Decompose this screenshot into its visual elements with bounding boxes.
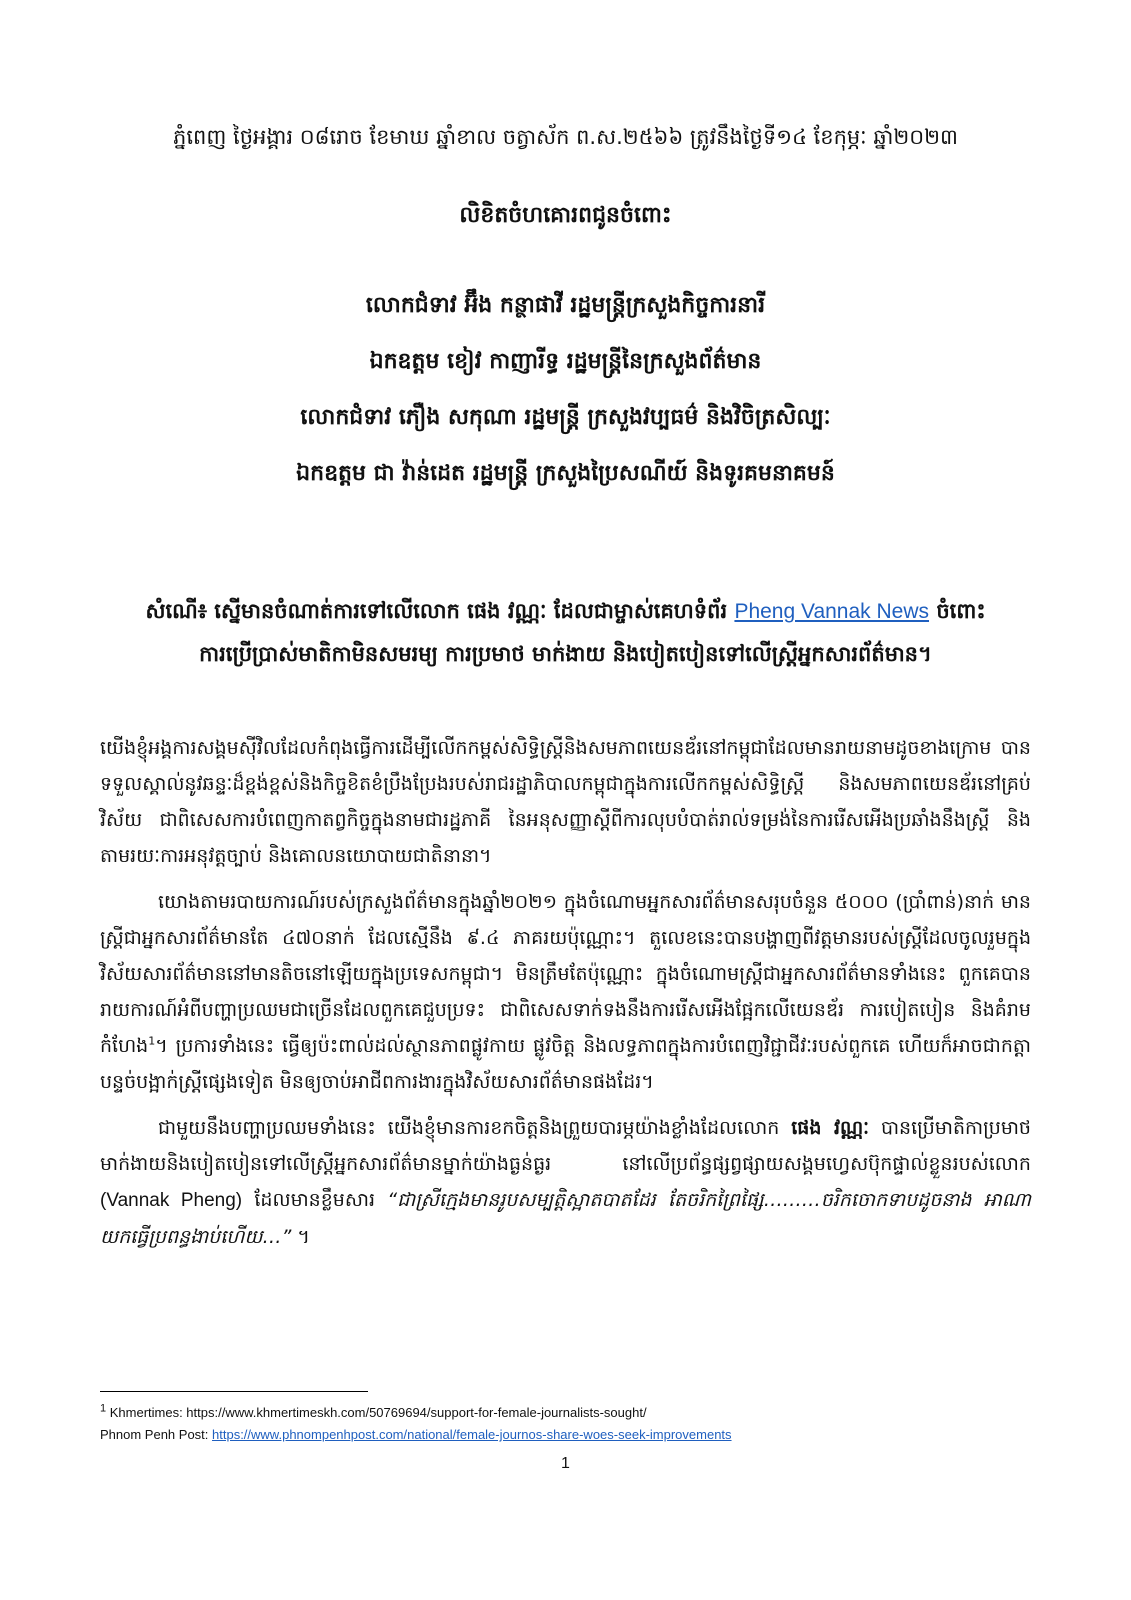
paragraph-3-text-c: ដែលមានខ្លឹមសារ: [242, 1189, 388, 1211]
footnote-2: [100, 1424, 1031, 1446]
footnote-1-mark: 1: [100, 1402, 107, 1415]
subject-prefix: សំណើ៖ ស្នើមានចំណាត់ការទៅលើលោក ផេង វណ្ណៈ ដែលជាម្ចាស់គេហទំព័រ: [145, 599, 735, 623]
paragraph-3: [100, 1110, 1031, 1255]
pheng-vannak-news-link[interactable]: Pheng Vannak News: [734, 600, 930, 623]
subject-line-2: ការប្រើប្រាស់មាតិកាមិនសមរម្យ ការប្រមាថ មាក់ងាយ និងបៀតបៀនទៅលើស្ត្រីអ្នកសារព័ត៌មាន។: [199, 642, 932, 666]
footnote-separator: [100, 1391, 368, 1392]
footnote-1-text: Khmertimes: https://www.khmertimeskh.com/50769694/support-for-female-journalists-sought/: [106, 1405, 647, 1420]
paragraph-1: យើងខ្ញុំអង្គការសង្គមស៊ីវិលដែលកំពុងធ្វើការដើម្បីលើកកម្ពស់សិទ្ធិស្ត្រីនិងសមភាពយេនឌ័រនៅកម្ពុជាដែលមានរាយនាមដូចខាងក្រោម បានទទួលស្គាល់នូវឆន្ទៈដ៏ខ្ពង់ខ្ពស់និងកិច្ចខិតខំប្រឹងប្រែងរបស់រាជរដ្ឋាភិបាលកម្ពុជាក្នុងការលើកកម្ពស់សិទ្ធិស្ត្រី និងសមភាពយេនឌ័រនៅគ្រប់វិស័យ ជាពិសេសការបំពេញកាតព្វកិច្ចក្នុងនាមជារដ្ឋភាគី នៃអនុសញ្ញាស្តីពីការលុបបំបាត់រាល់ទម្រង់នៃការរើសអើងប្រឆាំងនឹងស្ត្រី និងតាមរយៈការអនុវត្តច្បាប់ និងគោលនយោបាយជាតិនានា។: [100, 737, 1031, 867]
paragraph-3-text-a: ជាមួយនឹងបញ្ហាប្រឈមទាំងនេះ យើងខ្ញុំមានការខកចិត្តនិងព្រួយបារម្ភយ៉ាងខ្លាំងដែលលោក: [158, 1117, 792, 1139]
recipient-4: ឯកឧត្តម ជា វ៉ាន់ដេត រដ្ឋមន្ត្រី ក្រសួងប្រៃសណីយ៍ និងទូរគមនាគមន៍: [296, 461, 835, 486]
paragraph-2-text-b: ។ ប្រការទាំងនេះ ធ្វើឲ្យប៉ះពាល់ដល់ស្ថានភាពផ្លូវកាយ ផ្លូវចិត្ត និងលទ្ធភាពក្នុងការបំពេញវិជ្ជាជីវៈរបស់ពួកគេ ហើយក៏អាចជាកត្តាបន្ទច់បង្អាក់ស្ត្រីផ្សេងទៀត មិនឲ្យចាប់អាជីពការងារក្នុងវិស័យសារព័ត៌មានផងដែរ។: [100, 1035, 1031, 1093]
recipient-list: [100, 288, 1031, 512]
phnom-penh-post-link[interactable]: https://www.phnompenhpost.com/national/female-journos-share-woes-seek-improvements: [212, 1427, 732, 1442]
paragraph-3-text-b: បានប្រើមាតិកាប្រមាថមាក់ងាយនិងបៀតបៀនទៅលើស្ត្រីអ្នកសារព័ត៌មានម្នាក់យ៉ាងធ្ងន់ធ្ងរ នៅលើប្រព័ន្ធផ្សព្វផ្សាយសង្គមហ្វេសប៊ុកផ្ទាល់ខ្លួនរបស់លោក: [100, 1117, 1031, 1175]
dateline: ភ្នំពេញ ថ្ងៃអង្គារ ០៨រោច ខែមាឃ ឆ្នាំខាល ចត្វាស័ក ព.ស.២៥៦៦ ត្រូវនឹងថ្ងៃទី១៤ ខែកុម្ភៈ ឆ្នាំ២០២៣: [173, 125, 958, 149]
letter-body: [100, 730, 1031, 1265]
recipient-3: លោកជំទាវ ភឿង សកុណា រដ្ឋមន្ត្រី ក្រសួងវប្បធម៌ និងវិចិត្រសិល្បៈ: [300, 405, 831, 430]
recipient-2: ឯកឧត្តម ខៀវ កាញារីទ្ធ រដ្ឋមន្ត្រីនៃក្រសួងព័ត៌មាន: [369, 349, 762, 374]
subject-line-1: [100, 590, 1031, 633]
footnotes: [100, 1402, 1031, 1446]
recipient-1: លោកជំទាវ អ៊ឹង កន្ថាផាវី រដ្ឋមន្ត្រីក្រសួងកិច្ចការនារី: [365, 293, 766, 318]
page-number: 1: [561, 1455, 570, 1472]
footnote-1: [100, 1402, 1031, 1424]
paragraph-3-quote: “ជាស្រីក្មេងមានរូបសម្បត្តិស្អាតបាតដែរ តែចរិកព្រៃផ្សៃ………ចរិកចោកទាបដូចនាង អាណា យកធ្វើប្រពន្ធងាប់ហើយ…”: [100, 1189, 1032, 1248]
paragraph-2: [100, 884, 1031, 1100]
salutation-heading: លិខិតចំហគោរពជូនចំពោះ: [459, 203, 672, 228]
footnote-ref-1[interactable]: 1: [148, 1034, 156, 1048]
paragraph-2-text-a: យោងតាមរបាយការណ៍របស់ក្រសួងព័ត៌មានក្នុងឆ្នាំ២០២១ ក្នុងចំណោមអ្នកសារព័ត៌មានសរុបចំនួន ៥០០០ (ប្រាំពាន់)នាក់ មានស្ត្រីជាអ្នកសារព័ត៌មានតែ ៤៧០នាក់ ដែលស្មើនឹង ៩.៤ ភាគរយប៉ុណ្ណោះ។ តួលេខនេះបានបង្ហាញពីវត្តមានរបស់ស្ត្រីដែលចូលរួមក្នុងវិស័យសារព័ត៌មាននៅមានតិចនៅឡើយក្នុងប្រទេសកម្ពុជា។ មិនត្រឹមតែប៉ុណ្ណោះ ក្នុងចំណោមស្ត្រីជាអ្នកសារព័ត៌មានទាំងនេះ ពួកគេបានរាយការណ៍អំពីបញ្ហាប្រឈមជាច្រើនដែលពួកគេជួបប្រទះ ជាពិសេសទាក់ទងនឹងការរើសអើងផ្អែកលើយេនឌ័រ ការបៀតបៀន និងគំរាមកំហែង: [100, 891, 1031, 1057]
subject-suffix: ចំពោះ: [929, 599, 986, 623]
paragraph-3-end: ។: [291, 1226, 310, 1248]
subject-block: [100, 590, 1031, 675]
paragraph-3-facebook-name: (Vannak Pheng): [100, 1190, 243, 1211]
footnote-2-label: Phnom Penh Post:: [100, 1427, 213, 1442]
paragraph-3-name: ផេង វណ្ណៈ: [791, 1117, 869, 1139]
